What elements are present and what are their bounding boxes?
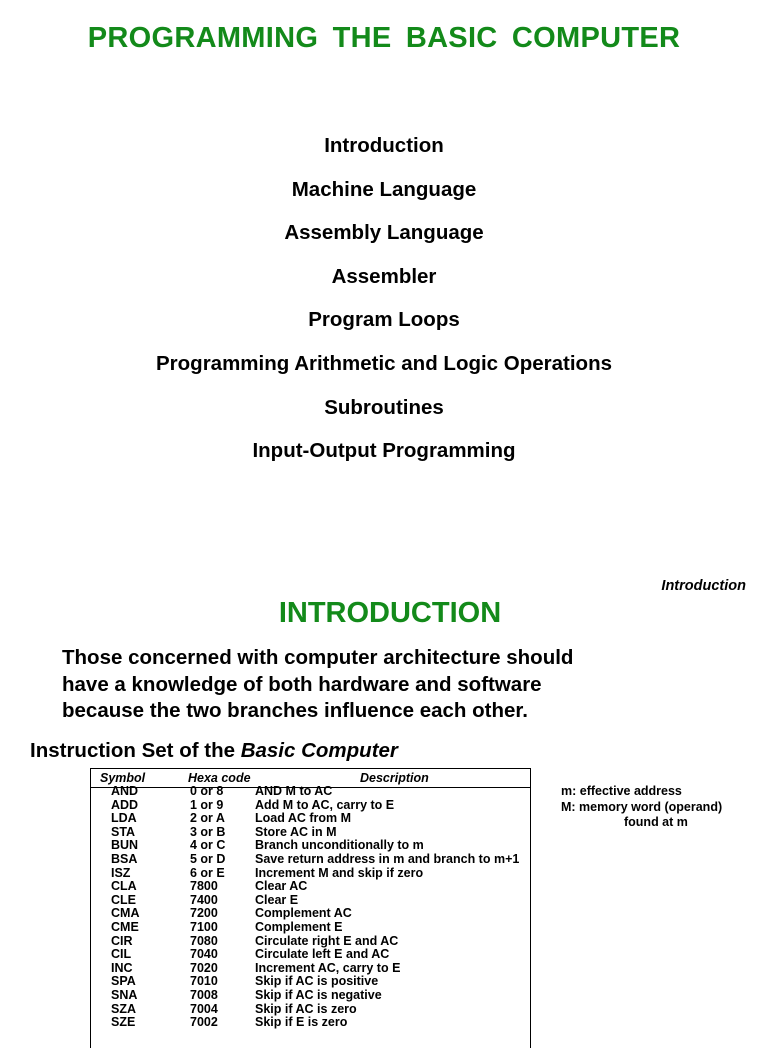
- instruction-set-heading: [30, 739, 398, 763]
- table-row: [91, 853, 530, 867]
- table-body: [91, 785, 530, 1030]
- cell-hexa-code: 0 or 8: [190, 784, 224, 798]
- table-row: [91, 826, 530, 840]
- cell-description: Skip if AC is positive: [255, 974, 379, 989]
- table-row: [91, 812, 530, 826]
- intro-paragraph: [62, 645, 662, 725]
- cell-description: Clear AC: [255, 879, 308, 894]
- table-row: [91, 935, 530, 949]
- section-label: Introduction: [661, 578, 746, 594]
- topic-item: Subroutines: [324, 395, 444, 419]
- topic-item: Assembly Language: [284, 221, 484, 245]
- section-title: INTRODUCTION: [278, 597, 502, 629]
- cell-symbol: BUN: [111, 838, 139, 853]
- cell-description: Store AC in M: [255, 824, 337, 839]
- table-row: [91, 894, 530, 908]
- column-header-hexa-code: Hexa code: [188, 771, 251, 785]
- cell-description: Increment M and skip if zero: [255, 865, 424, 880]
- cell-description: Skip if AC is negative: [255, 987, 382, 1002]
- topic-item: Input-Output Programming: [252, 439, 516, 463]
- column-header-description: Description: [360, 771, 429, 785]
- cell-hexa-code: 5 or D: [190, 851, 226, 866]
- legend-item: M: memory word (operand): [561, 799, 723, 814]
- cell-hexa-code: 7010: [190, 974, 218, 989]
- paragraph-line: because the two branches influence each other.: [62, 699, 528, 722]
- cell-symbol: SZE: [111, 1015, 136, 1030]
- cell-symbol: SPA: [111, 974, 136, 989]
- table-row: [91, 785, 530, 799]
- table-row: [91, 921, 530, 935]
- cell-hexa-code: 7100: [190, 919, 218, 934]
- cell-symbol: BSA: [111, 851, 138, 866]
- cell-symbol: SNA: [111, 987, 138, 1002]
- table-row: [91, 880, 530, 894]
- cell-description: Circulate right E and AC: [255, 933, 399, 948]
- topic-item: Program Loops: [308, 308, 460, 332]
- instruction-table: [90, 768, 531, 1048]
- cell-hexa-code: 2 or A: [190, 811, 225, 826]
- cell-symbol: INC: [111, 960, 133, 975]
- cell-description: Clear E: [255, 892, 299, 907]
- cell-hexa-code: 7400: [190, 892, 218, 907]
- paragraph-line: have a knowledge of both hardware and software: [62, 672, 542, 696]
- cell-symbol: CLE: [111, 892, 136, 907]
- table-row: [91, 867, 530, 881]
- cell-description: Branch unconditionally to m: [255, 838, 424, 853]
- table-row: [91, 962, 530, 976]
- topic-item: Programming Arithmetic and Logic Operations: [156, 351, 612, 375]
- cell-hexa-code: 7800: [190, 879, 218, 894]
- legend: [561, 784, 722, 831]
- legend-item: m: effective address: [561, 784, 682, 798]
- topic-item: Introduction: [324, 134, 444, 157]
- heading-italic: Basic Computer: [240, 739, 398, 762]
- table-row: [91, 948, 530, 962]
- table-row: [91, 839, 530, 853]
- cell-description: Complement AC: [255, 906, 352, 921]
- cell-symbol: ADD: [111, 797, 139, 812]
- cell-symbol: STA: [111, 824, 136, 839]
- cell-hexa-code: 3 or B: [190, 824, 226, 839]
- cell-symbol: CME: [111, 919, 139, 934]
- cell-symbol: ISZ: [111, 865, 131, 880]
- cell-symbol: SZA: [111, 1001, 136, 1016]
- cell-symbol: CMA: [111, 906, 140, 921]
- paragraph-line: Those concerned with computer architecture should: [62, 646, 574, 669]
- cell-hexa-code: 7020: [190, 960, 218, 975]
- cell-symbol: CLA: [111, 879, 137, 894]
- cell-description: Complement E: [255, 919, 343, 934]
- cell-symbol: LDA: [111, 811, 137, 826]
- heading-prefix: Instruction Set of the: [30, 739, 241, 762]
- cell-hexa-code: 7040: [190, 947, 218, 962]
- cell-symbol: AND: [111, 784, 139, 798]
- cell-hexa-code: 7080: [190, 933, 218, 948]
- cell-hexa-code: 7200: [190, 906, 218, 921]
- topic-list: [0, 133, 768, 482]
- cell-description: AND M to AC: [255, 784, 333, 798]
- cell-hexa-code: 7002: [190, 1015, 218, 1030]
- cell-hexa-code: 7008: [190, 987, 218, 1002]
- table-row: [91, 907, 530, 921]
- slide-title: PROGRAMMING THE BASIC COMPUTER: [87, 22, 681, 54]
- table-row: [91, 799, 530, 813]
- table-row: [91, 989, 530, 1003]
- cell-description: Load AC from M: [255, 811, 352, 826]
- cell-hexa-code: 4 or C: [190, 838, 226, 853]
- cell-hexa-code: 1 or 9: [190, 797, 224, 812]
- table-row: [91, 1003, 530, 1017]
- cell-description: Add M to AC, carry to E: [255, 797, 395, 812]
- cell-symbol: CIR: [111, 933, 133, 948]
- cell-description: Save return address in m and branch to m+1: [255, 851, 520, 866]
- table-row: [91, 1016, 530, 1030]
- cell-hexa-code: 6 or E: [190, 865, 225, 880]
- cell-description: Skip if E is zero: [255, 1015, 348, 1030]
- cell-description: Increment AC, carry to E: [255, 960, 401, 975]
- column-header-symbol: Symbol: [100, 771, 146, 785]
- cell-description: Skip if AC is zero: [255, 1001, 357, 1016]
- topic-item: Machine Language: [291, 177, 477, 201]
- cell-description: Circulate left E and AC: [255, 947, 390, 962]
- cell-symbol: CIL: [111, 947, 132, 962]
- topic-item: Assembler: [331, 264, 437, 288]
- table-row: [91, 975, 530, 989]
- cell-hexa-code: 7004: [190, 1001, 218, 1016]
- legend-item: found at m: [624, 815, 688, 829]
